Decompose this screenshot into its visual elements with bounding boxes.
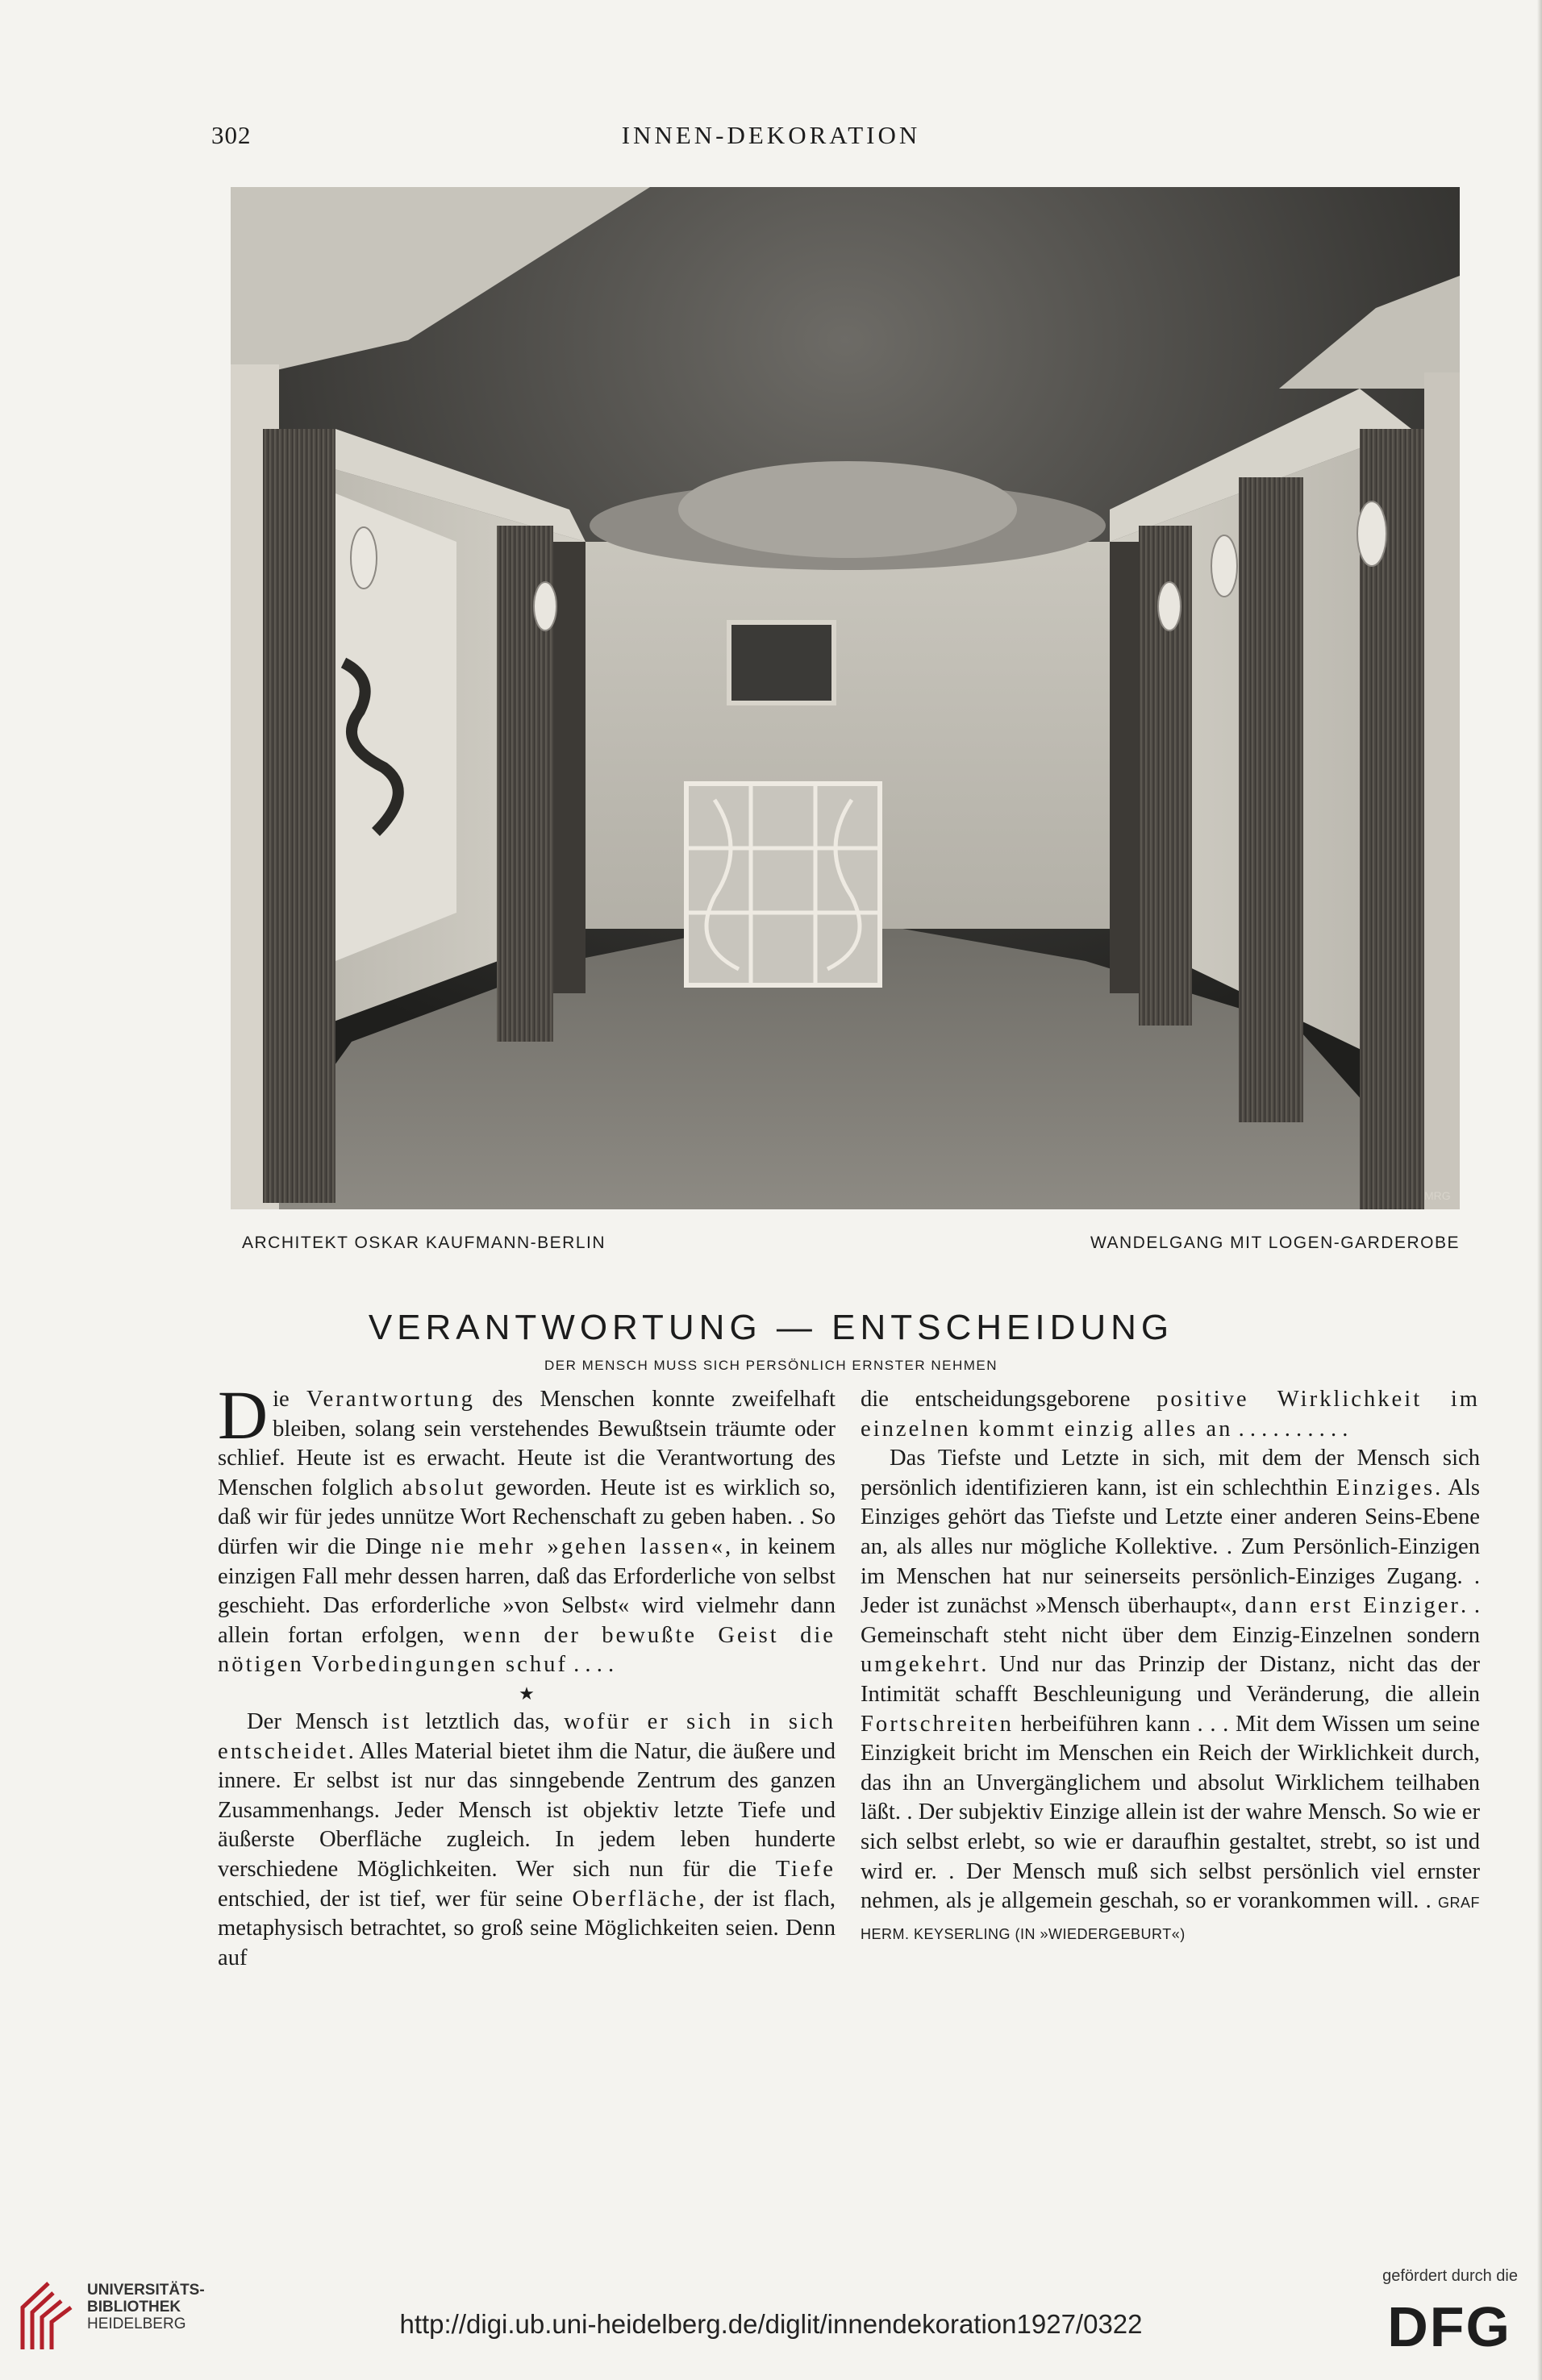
- text-run: die entscheidungsgeborene: [861, 1387, 1157, 1412]
- article-subtitle: DER MENSCH MUSS SICH PERSÖNLICH ERNSTER NEHMEN: [544, 1358, 998, 1373]
- library-line-3: HEIDELBERG: [87, 2316, 186, 2332]
- text-run: , der ist flach, metaphysisch betrachtet, so groß seine Möglichkeiten seien. Denn auf: [218, 1886, 836, 1970]
- text-run: dann erst Einziger: [1244, 1593, 1461, 1619]
- photo-captions: [231, 1234, 1460, 1258]
- digitization-footer: [0, 2257, 1542, 2380]
- text-run: entschied, der ist tief, wer für seine: [218, 1886, 573, 1912]
- text-run: Der Mensch: [247, 1708, 382, 1734]
- left-text-column: [218, 1376, 836, 1973]
- text-run: absolut: [402, 1475, 486, 1500]
- right-text-column: [861, 1385, 1480, 1949]
- page-edge: [1537, 0, 1542, 2380]
- text-run: Fortschreiten: [861, 1711, 1014, 1737]
- text-run: ist: [381, 1708, 411, 1734]
- interior-photograph: [231, 187, 1460, 1209]
- right-paragraph-2: [861, 1444, 1480, 1949]
- text-run: . Und nur das Prinzip der Distanz, nicht das der Intimität schafft Beschleunigung und Veränderung, die allein: [861, 1652, 1480, 1707]
- page-number: 302: [211, 121, 252, 149]
- right-paragraph-1: [861, 1385, 1480, 1444]
- text-run: Verantwortung: [306, 1387, 475, 1412]
- text-run: . Alles Material bietet ihm die Natur, die äußere und innere. Er selbst ist nur das sinngebende Zentrum des ganzen Zusammenhangs. Jeder Mensch ist objektiv letzte Tiefe und äußerste Oberfläche zugleich. In jedem leben hunderte verschiedene Möglichkeiten. Wer sich nun für die: [218, 1738, 836, 1882]
- text-run: Oberfläche: [572, 1886, 699, 1912]
- text-run: wenn der bewußte Geist die nötigen Vorbedingungen schuf: [218, 1622, 836, 1678]
- text-run: Einziges: [1336, 1475, 1436, 1500]
- caption-description: WANDELGANG MIT LOGEN-GARDEROBE: [1090, 1234, 1460, 1252]
- library-line-2: BIBLIOTHEK: [87, 2299, 181, 2316]
- text-run: . Als Einziges gehört das Tiefste und Letzte einer anderen Seins-Ebene an, als alles nur mögliche Kollektive. . Zum Persönlich-Einzigen im Menschen hat nur seinerseits persönlich-Einziges Zugang. . Jeder ist zunächst »Mensch überhaupt«,: [861, 1475, 1480, 1619]
- library-line-1: UNIVERSITÄTS-: [87, 2282, 205, 2299]
- text-run: des Menschen konnte zweifelhaft bleiben, solang sein verstehendes Bewußtsein träumte oder schlief. Heute ist es erwacht. Heute ist die Verantwortung des Menschen folglich: [218, 1387, 836, 1500]
- left-paragraph-1: [218, 1376, 836, 1680]
- text-run: . . . . . . . . . .: [1232, 1416, 1348, 1442]
- text-run: Tiefe: [775, 1856, 836, 1882]
- text-run: nie mehr »gehen lassen«: [431, 1533, 725, 1559]
- caption-architect: ARCHITEKT OSKAR KAUFMANN-BERLIN: [242, 1234, 606, 1252]
- text-run: wofür er sich in sich entscheidet: [218, 1708, 836, 1764]
- dropcap-letter: D: [218, 1376, 269, 1454]
- text-run: . . . .: [567, 1652, 615, 1678]
- funding-note: gefördert durch die: [1382, 2267, 1518, 2285]
- text-run: positive Wirklichkeit im einzelnen kommt einzig alles an: [861, 1387, 1481, 1442]
- section-star: ★: [519, 1683, 535, 1704]
- text-run: umgekehrt: [861, 1652, 981, 1678]
- article-title: VERANTWORTUNG — ENTSCHEIDUNG: [368, 1308, 1174, 1347]
- text-run: , in keinem einzigen Fall mehr dessen harren, daß das Erforderliche von selbst geschieht. Das erforderliche »von Selbst« wird vielmehr dann allein fortan erfolgen,: [218, 1533, 836, 1648]
- text-run: geworden. Heute ist es wirklich so, daß wir für jedes unnütze Wort Rechenschaft zu geben haben. . So dürfen wir die Dinge: [218, 1475, 836, 1559]
- text-run: ie: [273, 1387, 306, 1412]
- photo-monogram: MRG: [1424, 1189, 1451, 1202]
- text-run: . . Gemeinschaft steht nicht über dem Einzig-Einzelnen sondern: [861, 1593, 1480, 1648]
- text-run: letztlich das,: [411, 1708, 565, 1734]
- dfg-logo: DFG: [1387, 2295, 1511, 2358]
- permalink-url[interactable]: http://digi.ub.uni-heidelberg.de/diglit/innendekoration1927/0322: [399, 2309, 1143, 2339]
- text-run: herbeiführen kann . . . Mit dem Wissen um seine Einzigkeit bricht im Menschen ein Reich der Wirklichkeit durch, das ihn an Unvergänglichem und absolut Wirklichem teilhaben läßt. . Der subjektiv Einzige allein ist der wahre Mensch. So wie er sich selbst erlebt, so wie er daraufhin gestaltet, strebt, so ist und wird er. . Der Mensch muß sich selbst persönlich viel ernster nehmen, als je allgemein geschah, so er vorankommen will. .: [861, 1711, 1480, 1914]
- journal-title: INNEN-DEKORATION: [621, 121, 921, 149]
- running-head: [0, 121, 1542, 153]
- author-signature: GRAF HERM. KEYSERLING (IN »WIEDERGEBURT«): [861, 1895, 1480, 1942]
- corridor-photo-illustration: [231, 187, 1460, 1209]
- left-paragraph-2: [218, 1708, 836, 1973]
- text-run: Das Tiefste und Letzte in sich, mit dem der Mensch sich persönlich identifizieren kann, ist ein schlechthin: [861, 1446, 1480, 1500]
